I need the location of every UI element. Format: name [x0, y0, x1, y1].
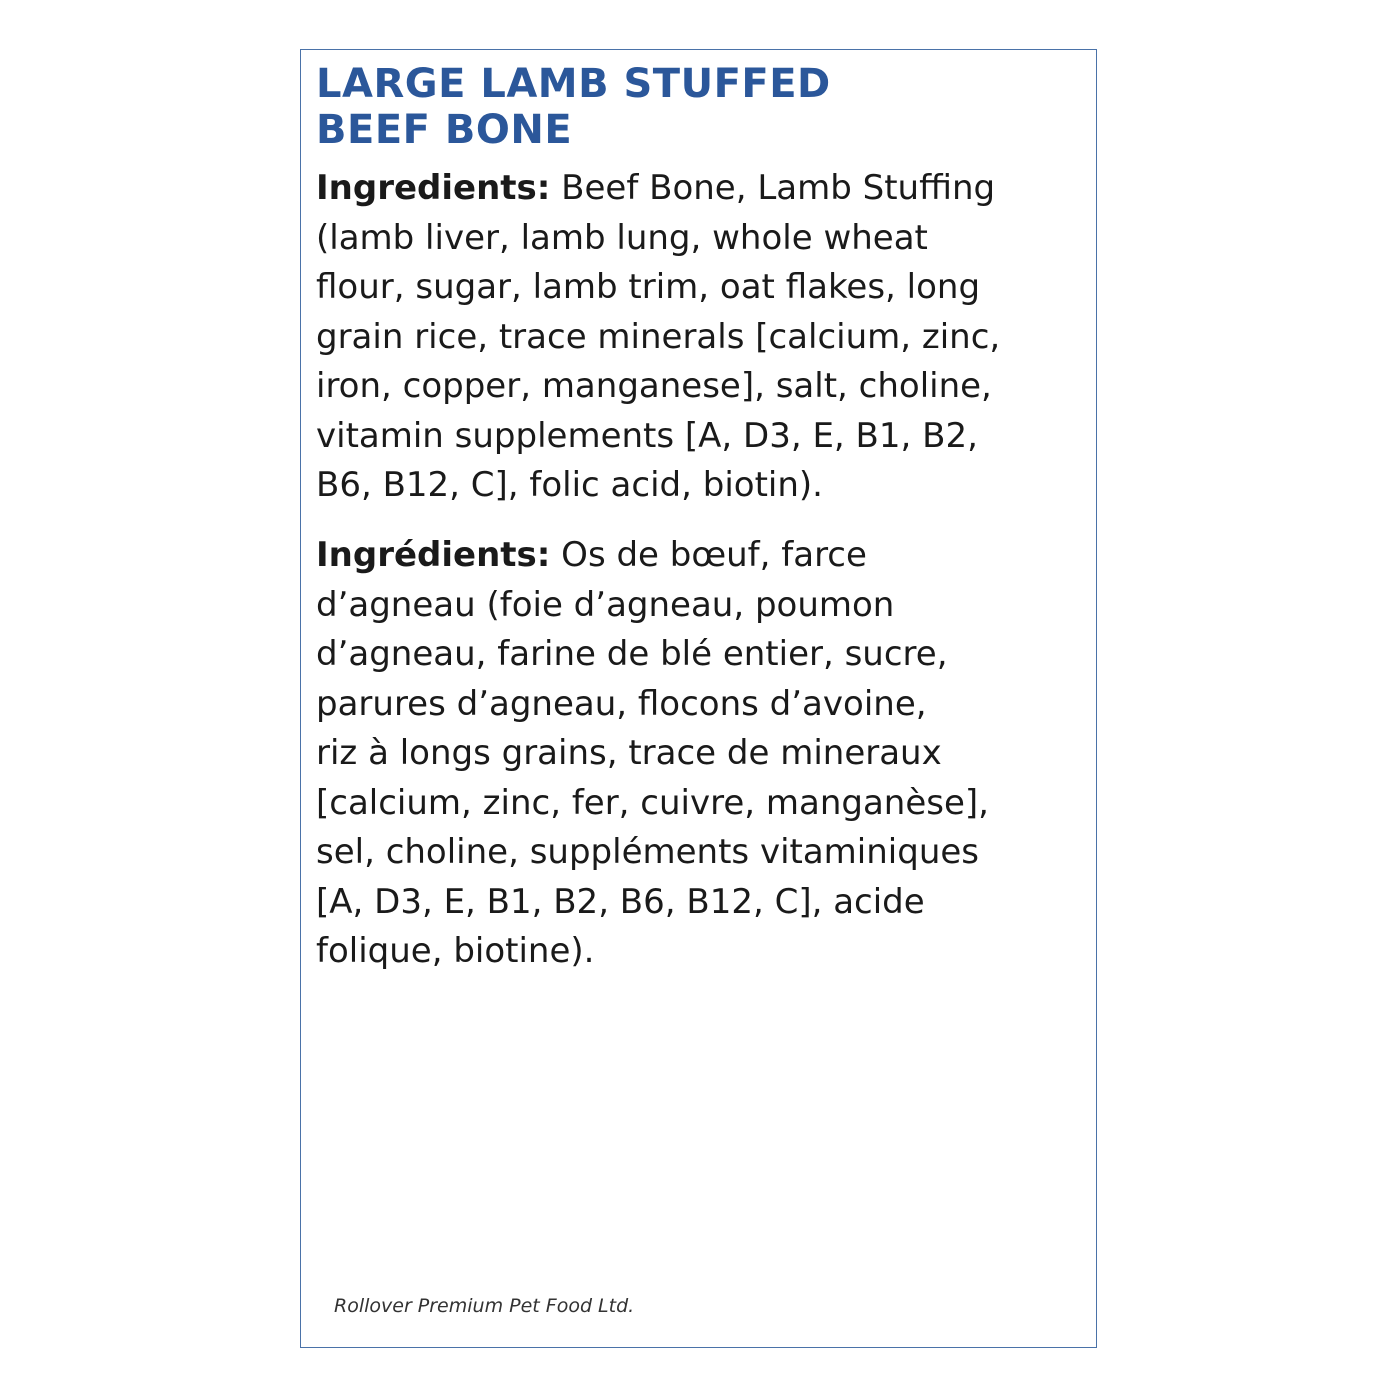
company-name: Rollover Premium Pet Food Ltd.	[334, 1295, 635, 1317]
ingredients-fr-line: sel, choline, suppléments vitaminiques	[316, 832, 979, 872]
ingredients-fr-text: Os de bœuf, farce	[550, 535, 867, 575]
ingredients-en-line: iron, copper, manganese], salt, choline,	[316, 366, 992, 406]
ingredients-en-text: Beef Bone, Lamb Stuffing	[550, 168, 996, 208]
ingredients-fr-heading: Ingrédients:	[316, 535, 551, 575]
ingredients-english	[316, 164, 1091, 511]
ingredients-en-line: vitamin supplements [A, D3, E, B1, B2,	[316, 415, 978, 456]
ingredients-fr-line: parures d’agneau, flocons d’avoine,	[316, 683, 927, 724]
ingredients-en-line: (lamb liver, lamb lung, whole wheat	[316, 217, 928, 258]
ingredients-fr-line: [A, D3, E, B1, B2, B6, B12, C], acide	[316, 881, 925, 922]
product-title-line-2: BEEF BONE	[316, 107, 573, 153]
product-title-line-1: LARGE LAMB STUFFED	[316, 61, 831, 107]
product-title	[316, 61, 1016, 153]
ingredients-french	[316, 531, 1091, 977]
ingredients-en-heading: Ingredients:	[316, 168, 551, 208]
ingredients-fr-line: riz à longs grains, trace de mineraux	[316, 733, 942, 773]
ingredients-en-line	[316, 164, 1091, 214]
ingredients-en-line: B6, B12, C], folic acid, biotin).	[316, 465, 823, 505]
ingredient-label-card	[300, 49, 1097, 1348]
ingredients-fr-line: d’agneau (foie d’agneau, poumon	[316, 584, 895, 625]
ingredients-fr-line	[316, 531, 1091, 581]
ingredients-en-line: grain rice, trace minerals [calcium, zinc,	[316, 316, 1001, 357]
ingredients-fr-line: folique, biotine).	[316, 931, 595, 971]
ingredients-fr-line: d’agneau, farine de blé entier, sucre,	[316, 634, 948, 674]
ingredients-en-line: flour, sugar, lamb trim, oat flakes, long	[316, 267, 981, 307]
ingredients-fr-line: [calcium, zinc, fer, cuivre, manganèse],	[316, 782, 989, 823]
